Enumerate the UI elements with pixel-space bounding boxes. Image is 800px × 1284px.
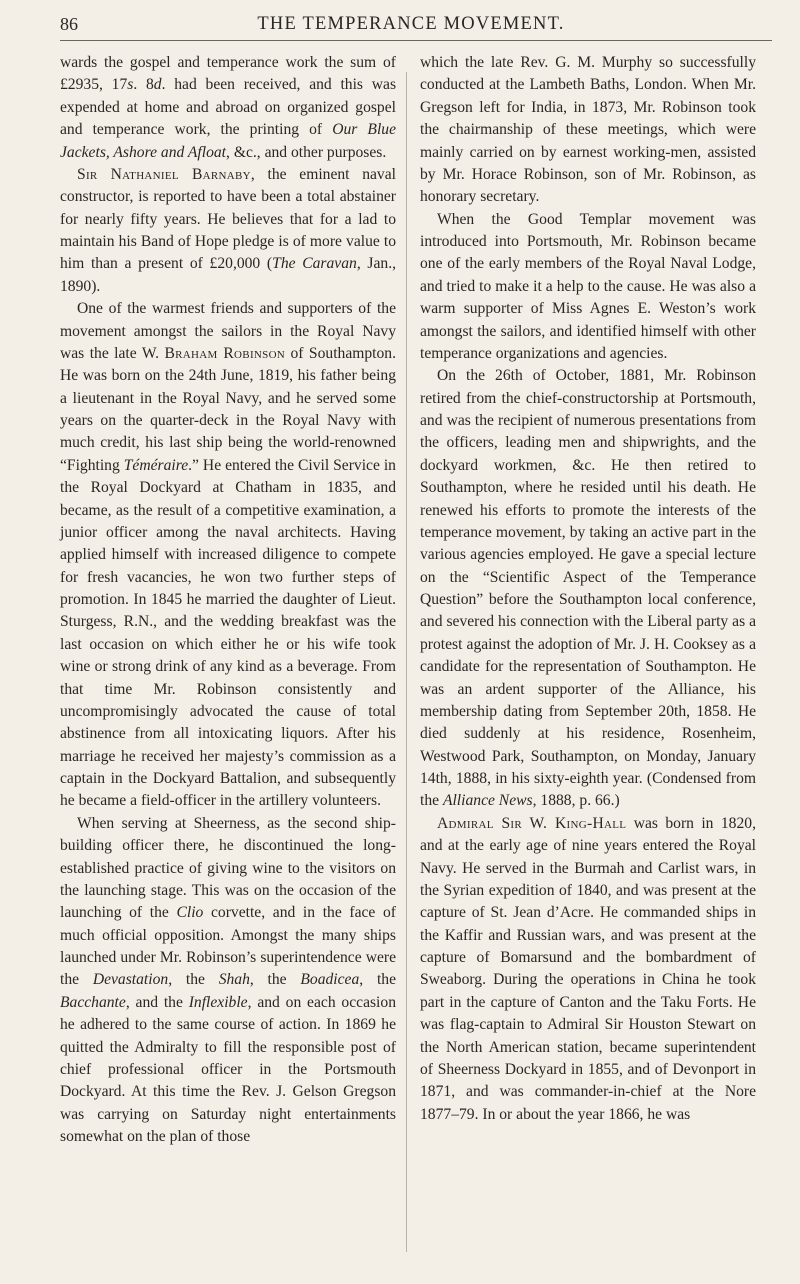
column-divider: [406, 72, 407, 1252]
paragraph: Sir Nathaniel Barnaby, the eminent naval constructor, is reported to have been a total abstainer for nearly fifty years. He believes that for a lad to maintain his Band of Hope pledge is of more value to him than a present of £20,000 (The Caravan, Jan., 1890).: [60, 165, 396, 295]
running-title: THE TEMPERANCE MOVEMENT.: [257, 14, 565, 34]
paragraph: On the 26th of October, 1881, Mr. Robinson retired from the chief-constructorship at Portsmouth, and was the recipient of numerous presentations from the officers, leading men and shipwrights, and the dockyard workmen, &c. He then retired to Southampton, where he resided until his death. He renewed his efforts to promote the interests of the temperance movement, by taking an active part in the various agencies employed. He gave a special lecture on the “Scientific Aspect of the Temperance Question” before the Southampton local conference, and severed his connection with the Liberal party as a protest against the adoption of Mr. J. H. Cooksey as a candidate for the representation of Southampton. He was an ardent supporter of the Alliance, his membership dating from September 20th, 1858. He died suddenly at his residence, Rosenheim, Westwood Park, Southampton, on Monday, January 14th, 1888, in his sixty-eighth year. (Condensed from the Alliance News, 1888, p. 66.): [420, 367, 756, 810]
paragraph: When the Good Templar movement was introduced into Portsmouth, Mr. Robinson became one of the early members of the Royal Naval Lodge, and tried to make it a help to the cause. He was also a warm supporter of Miss Agnes E. Weston’s work amongst the sailors, and identified himself with other temperance organizations and agencies.: [420, 210, 756, 362]
paragraph: Admiral Sir W. King-Hall was born in 1820, and at the early age of nine years entered the Royal Navy. He served in the Burmah and Carlist wars, in the Syrian expedition of 1840, and was present at the capture of St. Jean d’Acre. He commanded ships in the Kaffir and Russian wars, and was present at the capture of Bomarsund and the bombardment of Sweaborg. During the operations in China he took part in the capture of Canton and the Taku Forts. He was flag-captain to Admiral Sir Houston Stewart on the North American station, became superintendent of Sheerness Dockyard in 1855, and of Devonport in 1871, and was commander-in-chief at the Nore 1877–79. In or about the year 1866, he was: [420, 814, 756, 1123]
paragraph: which the late Rev. G. M. Murphy so successfully conducted at the Lambeth Baths, London. When Mr. Gregson left for India, in 1873, Mr. Robinson took the chairmanship of these meetings, which were mainly carried on by earnest working-men, assisted by Mr. Horace Robinson, son of Mr. Robinson, as honorary secretary.: [420, 54, 756, 206]
right-column: [420, 52, 756, 1126]
paragraph: When serving at Sheerness, as the second ship-building officer there, he discontinued the long-established practice of giving wine to the visitors on the launching stage. This was on the occasion of the launching of the Clio corvette, and in the face of much official opposition. Amongst the many ships launched under Mr. Robinson’s superintendence were the Devastation, the Shah, the Boadicea, the Bacchante, and the Inflexible, and on each occasion he adhered to the same course of action. In 1869 he quitted the Admiralty to fill the responsible post of chief professional officer in the Portsmouth Dockyard. At this time the Rev. J. Gelson Gregson was carrying on Saturday night entertainments somewhat on the plan of those: [60, 814, 396, 1145]
header-rule: [60, 40, 772, 41]
left-column: [60, 52, 396, 1148]
paragraph: One of the warmest friends and supporters of the movement amongst the sailors in the Royal Navy was the late W. Braham Robinson of Southampton. He was born on the 24th June, 1819, his father being a lieutenant in the Royal Navy, and he served some years on the quarter-deck in the Royal Navy with much credit, his last ship being the world-renowned “Fighting Téméraire.” He entered the Civil Service in the Royal Dockyard at Chatham in 1835, and became, as the result of a competitive examination, a junior officer among the naval architects. Having applied himself with increased diligence to compete for fresh vacancies, he won two further steps of promotion. In 1845 he married the daughter of Lieut. Sturgess, R.N., and the wedding breakfast was the last occasion on which either he or his wife took wine or strong drink of any kind as a beverage. From that time Mr. Robinson consistently and uncompromisingly advocated the cause of total abstinence from all intoxicating liquors. After his marriage he received her majesty’s commission as a captain in the Dockyard Battalion, and subsequently he became a field-officer in the artillery volunteers.: [60, 300, 396, 810]
person-name: Sir Nathaniel Barnaby: [77, 165, 251, 183]
page-header: [60, 14, 762, 40]
page-number: 86: [60, 14, 78, 34]
person-name: Admiral Sir W. King-Hall: [437, 814, 627, 832]
paragraph: wards the gospel and temperance work the sum of £2935, 17s. 8d. had been received, and this was expended at home and abroad on organized gospel and temperance work, the printing of Our Blue Jackets, Ashore and Afloat, &c., and other purposes.: [60, 54, 397, 161]
person-name: Braham Robinson: [164, 344, 286, 362]
